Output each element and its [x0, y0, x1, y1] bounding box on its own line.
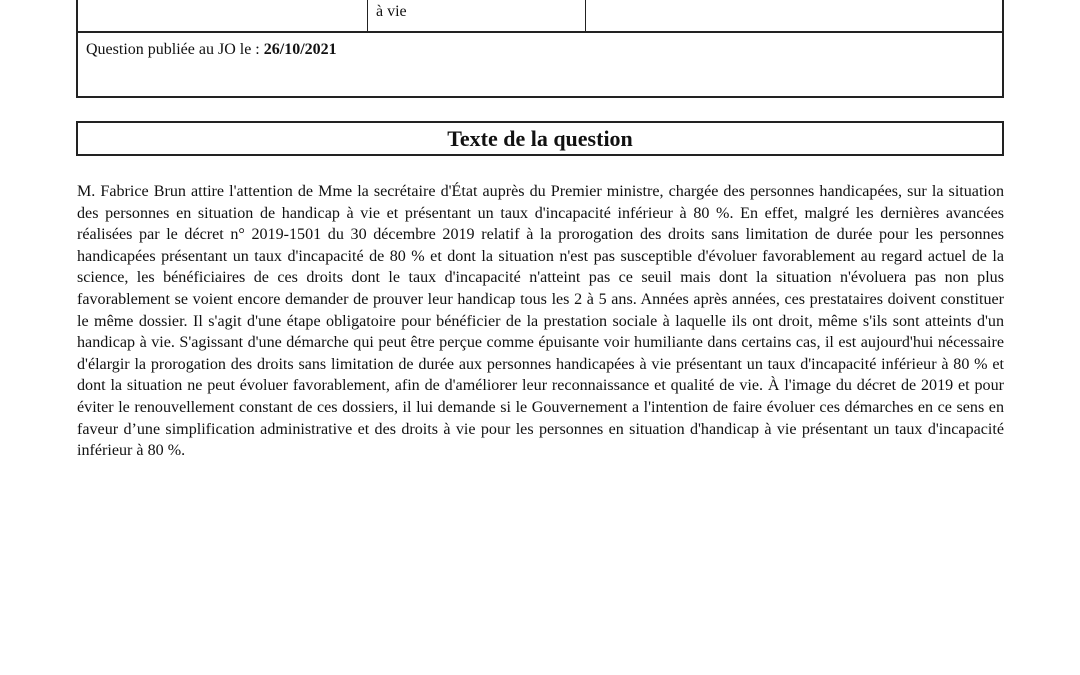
table-cell	[586, 0, 1002, 31]
question-text: M. Fabrice Brun attire l'attention de Mme la secrétaire d'État auprès du Premier ministre, chargée des personnes handicapées, sur la situation des personnes en situation de handicap à vie et présentant un taux d'incapacité inférieur à 80 %. En effet, malgré les dernières avancées réalisées par le décret n° 2019-1501 du 30 décembre 2019 relatif à la prorogation des droits sans limitation de durée pour les personnes handicapées présentant un taux d'incapacité de 80 % et dont la situation n'est pas susceptible d'évoluer favorablement au regard actuel de la science, les bénéficiaires de ces droits dont le taux d'incapacité n'atteint pas ce seuil mais dont la situation n'évoluera pas non plus favorablement se voient encore demander de prouver leur handicap tous les 2 à 5 ans. Années après années, ces prestataires doivent constituer le même dossier. Il s'agit d'une étape obligatoire pour bénéficier de la prestation sociale à laquelle ils ont droit, même s'ils sont atteints d'un handicap à vie. S'agissant d'une démarche qui peut être perçue comme épuisante voir humiliante dans certains cas, il est aujourd'hui nécessaire d'élargir la prorogation des droits sans limitation de durée aux personnes handicapées à vie présentant un taux d'incapacité inférieur à 80 % et dont la situation ne peut évoluer favorablement, afin de d'améliorer leur reconnaissance et qualité de vie. À l'image du décret de 2019 et pour éviter le renouvellement constant de ces dossiers, il lui demande si le Gouvernement a l'intention de faire évoluer ces démarches en ce sens en faveur d’une simplification administrative et des droits à vie pour les personnes en situation d'handicap à vie présentant un taux d'incapacité inférieur à 80 %.	[77, 183, 1004, 460]
table-cell	[78, 0, 368, 31]
question-info-table	[76, 0, 1004, 98]
publication-label: Question publiée au JO le :	[86, 41, 264, 58]
publication-row	[78, 33, 1002, 96]
publication-date: 26/10/2021	[263, 41, 337, 58]
section-title: Texte de la question	[76, 121, 1004, 156]
table-cell-duration: à vie	[368, 0, 586, 31]
table-row	[78, 0, 1002, 33]
